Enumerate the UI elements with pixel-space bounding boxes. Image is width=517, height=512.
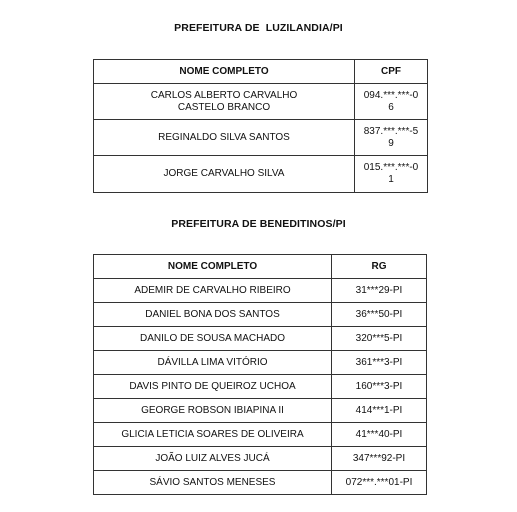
- name-cell: JORGE CARVALHO SILVA: [94, 156, 355, 193]
- name-cell: DANILO DE SOUSA MACHADO: [94, 327, 332, 351]
- name-cell: REGINALDO SILVA SANTOS: [94, 120, 355, 156]
- table-header-row: [94, 60, 428, 84]
- table-row: [94, 84, 428, 120]
- name-cell: GEORGE ROBSON IBIAPINA II: [94, 399, 332, 423]
- rg-cell: 414***1-PI: [332, 399, 427, 423]
- name-cell: ADEMIR DE CARVALHO RIBEIRO: [94, 279, 332, 303]
- cpf-table: [93, 59, 428, 193]
- rg-cell: 31***29-PI: [332, 279, 427, 303]
- section-title-luzilandia: PREFEITURA DE LUZILANDIA/PI: [174, 22, 343, 34]
- table-row: [94, 447, 427, 471]
- table-row: [94, 423, 427, 447]
- rg-cell: 072***.***01-PI: [332, 471, 427, 495]
- cpf-text: 015.***.***-01: [363, 162, 419, 185]
- rg-cell: 320***5-PI: [332, 327, 427, 351]
- cpf-cell: [355, 120, 428, 156]
- table-row: [94, 399, 427, 423]
- rg-cell: 347***92-PI: [332, 447, 427, 471]
- column-header-name: NOME COMPLETO: [94, 60, 355, 84]
- table-header-row: [94, 255, 427, 279]
- table-row: [94, 279, 427, 303]
- rg-table: [93, 254, 427, 495]
- cpf-cell: [355, 156, 428, 193]
- rg-cell: 361***3-PI: [332, 351, 427, 375]
- cpf-cell: [355, 84, 428, 120]
- name-cell: GLICIA LETICIA SOARES DE OLIVEIRA: [94, 423, 332, 447]
- name-cell: DAVIS PINTO DE QUEIROZ UCHOA: [94, 375, 332, 399]
- name-cell: [94, 84, 355, 120]
- rg-cell: 41***40-PI: [332, 423, 427, 447]
- table-row: [94, 327, 427, 351]
- column-header-cpf: CPF: [355, 60, 428, 84]
- rg-cell: 160***3-PI: [332, 375, 427, 399]
- cpf-text: 837.***.***-59: [363, 125, 419, 149]
- table-row: [94, 156, 428, 193]
- table-row: [94, 375, 427, 399]
- column-header-rg: RG: [332, 255, 427, 279]
- name-cell: DÁVILLA LIMA VITÓRIO: [94, 351, 332, 375]
- name-cell: SÁVIO SANTOS MENESES: [94, 471, 332, 495]
- table-row: [94, 471, 427, 495]
- rg-cell: 36***50-PI: [332, 303, 427, 327]
- name-text: CARLOS ALBERTO CARVALHO CASTELO BRANCO: [150, 89, 298, 113]
- table-row: [94, 120, 428, 156]
- table-row: [94, 351, 427, 375]
- cpf-text: 094.***.***-06: [363, 89, 419, 113]
- table-row: [94, 303, 427, 327]
- name-cell: JOÃO LUIZ ALVES JUCÁ: [94, 447, 332, 471]
- column-header-name: NOME COMPLETO: [94, 255, 332, 279]
- section-title-beneditinos: PREFEITURA DE BENEDITINOS/PI: [171, 218, 346, 230]
- name-cell: DANIEL BONA DOS SANTOS: [94, 303, 332, 327]
